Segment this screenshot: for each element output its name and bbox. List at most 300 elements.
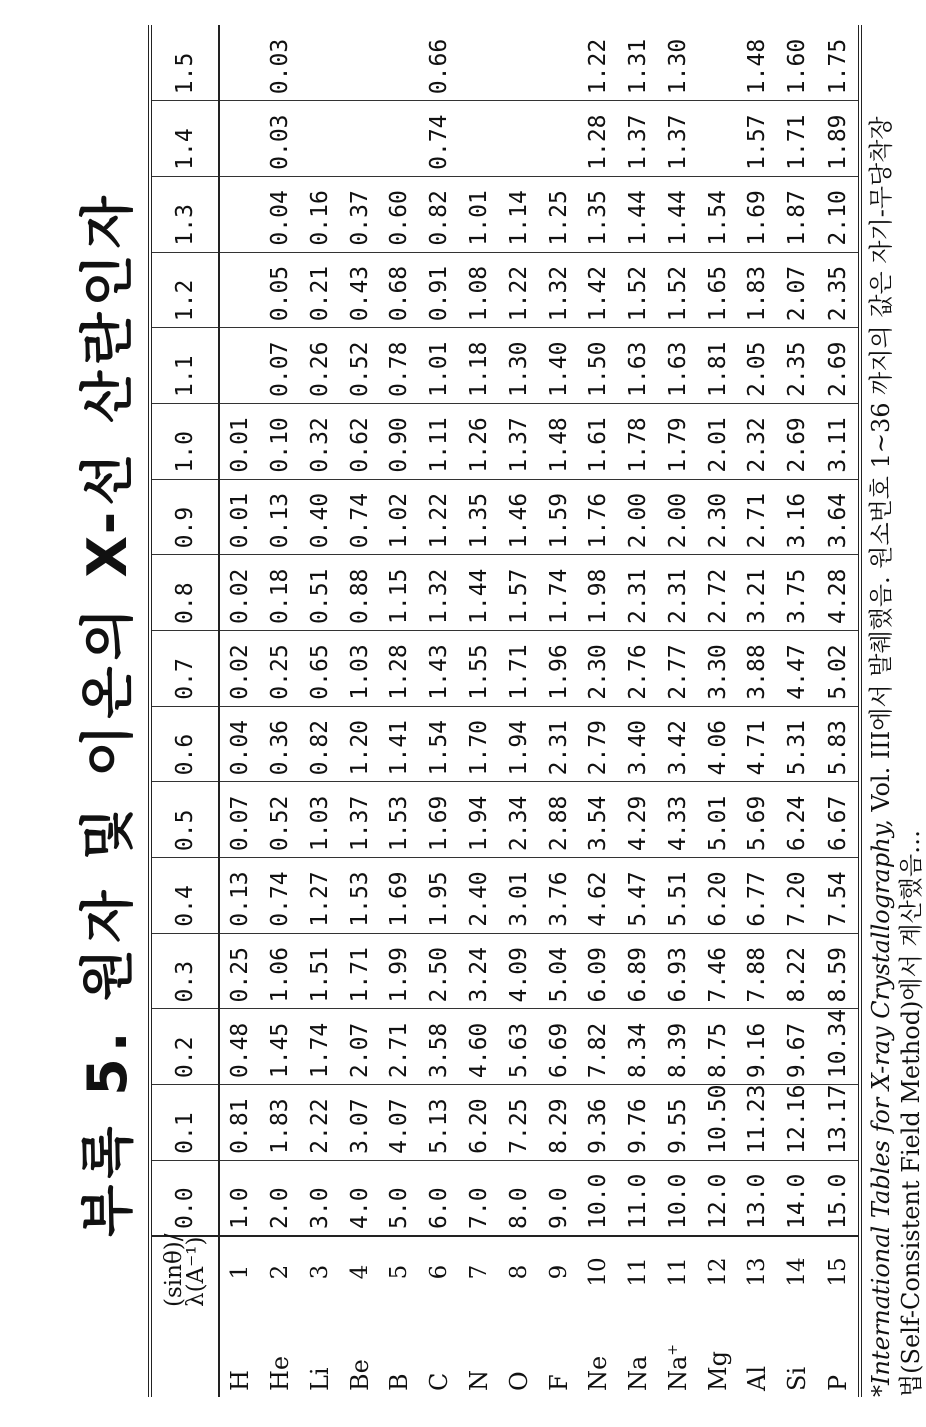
value-cell: 2.0	[260, 1160, 300, 1236]
value-cell: 1.18	[459, 328, 499, 404]
value-cell: 7.82	[578, 1009, 618, 1085]
value-cell	[380, 101, 420, 177]
column-header: 1.2	[150, 252, 219, 328]
value-cell: 0.60	[380, 176, 420, 252]
element-symbol-text: He	[266, 1355, 295, 1391]
value-cell: 3.30	[698, 631, 738, 707]
value-cell: 2.76	[618, 631, 658, 707]
value-cell: 0.51	[300, 555, 340, 631]
footnote-line2: 법(Self-Consistent Field Method)에서 계산했음…	[897, 829, 925, 1397]
value-cell: 0.91	[419, 252, 459, 328]
value-cell: 2.88	[539, 782, 579, 858]
value-cell	[219, 252, 260, 328]
value-cell: 0.02	[219, 555, 260, 631]
value-cell: 4.07	[380, 1085, 420, 1161]
value-cell: 1.98	[578, 555, 618, 631]
footnote-star: *	[867, 1385, 895, 1397]
value-cell: 5.02	[817, 631, 860, 707]
value-cell	[219, 176, 260, 252]
header-label	[150, 1233, 219, 1313]
atomic-number: 13	[744, 1257, 771, 1287]
value-cell: 12.0	[698, 1160, 738, 1236]
value-cell: 1.31	[618, 25, 658, 101]
value-cell: 1.54	[419, 706, 459, 782]
value-cell: 1.32	[419, 555, 459, 631]
column-header: 1.4	[150, 101, 219, 177]
value-cell: 2.71	[380, 1009, 420, 1085]
value-cell	[219, 328, 260, 404]
value-cell: 1.71	[340, 933, 380, 1009]
element-symbol-text: Be	[345, 1359, 374, 1391]
value-cell: 1.99	[380, 933, 420, 1009]
value-cell: 6.69	[539, 1009, 579, 1085]
value-cell: 1.55	[459, 631, 499, 707]
value-cell	[499, 101, 539, 177]
value-cell: 0.40	[300, 479, 340, 555]
value-cell: 0.88	[340, 555, 380, 631]
value-cell: 6.24	[777, 782, 817, 858]
value-cell: 3.58	[419, 1009, 459, 1085]
value-cell: 4.06	[698, 706, 738, 782]
value-cell: 1.54	[698, 176, 738, 252]
value-cell: 1.51	[300, 933, 340, 1009]
column-header: 0.9	[150, 479, 219, 555]
value-cell: 1.78	[618, 403, 658, 479]
value-cell: 0.13	[219, 858, 260, 934]
scattering-factor-table	[148, 25, 862, 1397]
value-cell: 1.28	[578, 101, 618, 177]
value-cell: 1.48	[539, 403, 579, 479]
value-cell: 3.21	[738, 555, 778, 631]
value-cell: 0.25	[260, 631, 300, 707]
value-cell: 1.28	[380, 631, 420, 707]
element-symbol	[219, 1313, 260, 1397]
value-cell: 1.44	[618, 176, 658, 252]
value-cell: 4.62	[578, 858, 618, 934]
value-cell: 1.32	[539, 252, 579, 328]
element-symbol-text: N	[465, 1370, 493, 1391]
value-cell: 0.36	[260, 706, 300, 782]
value-cell: 13.0	[738, 1160, 778, 1236]
value-cell: 1.01	[459, 176, 499, 252]
element-symbol-text: O	[504, 1371, 533, 1391]
value-cell: 5.04	[539, 933, 579, 1009]
column-header: 1.1	[150, 328, 219, 404]
value-cell: 0.52	[340, 328, 380, 404]
value-cell: 3.16	[777, 479, 817, 555]
value-cell	[380, 25, 420, 101]
value-cell	[219, 101, 260, 177]
value-cell: 2.30	[698, 479, 738, 555]
value-cell: 1.37	[499, 403, 539, 479]
value-cell: 1.0	[219, 1160, 260, 1236]
table-row	[698, 25, 738, 1397]
value-cell: 4.71	[738, 706, 778, 782]
value-cell: 3.64	[817, 479, 860, 555]
element-symbol-text: Na	[624, 1355, 653, 1391]
value-cell: 1.50	[578, 328, 618, 404]
value-cell: 1.30	[658, 25, 698, 101]
table-row	[578, 25, 618, 1397]
value-cell: 2.05	[738, 328, 778, 404]
column-header: 1.0	[150, 403, 219, 479]
value-cell	[539, 101, 579, 177]
table-row	[260, 25, 300, 1397]
atomic-number: 11	[625, 1257, 652, 1287]
value-cell: 1.46	[499, 479, 539, 555]
value-cell: 1.74	[300, 1009, 340, 1085]
value-cell: 4.09	[499, 933, 539, 1009]
value-cell: 13.17	[817, 1085, 860, 1161]
value-cell: 2.35	[777, 328, 817, 404]
value-cell: 6.93	[658, 933, 698, 1009]
value-cell: 8.75	[698, 1009, 738, 1085]
value-cell: 1.57	[738, 101, 778, 177]
value-cell: 10.34	[817, 1009, 860, 1085]
header-label-line2: λ(A⁻¹)	[183, 1236, 209, 1307]
value-cell: 12.16	[777, 1085, 817, 1161]
table-row	[539, 25, 579, 1397]
atomic-number: 2	[267, 1264, 294, 1280]
element-symbol	[459, 1313, 499, 1397]
value-cell: 1.57	[499, 555, 539, 631]
value-cell	[340, 25, 380, 101]
value-cell: 6.09	[578, 933, 618, 1009]
value-cell: 1.63	[658, 328, 698, 404]
value-cell: 2.77	[658, 631, 698, 707]
element-symbol-text: F	[544, 1374, 573, 1391]
value-cell: 1.83	[738, 252, 778, 328]
element-symbol	[658, 1313, 698, 1397]
atomic-number: 15	[824, 1257, 851, 1287]
value-cell: 1.69	[419, 782, 459, 858]
atomic-number: 5	[386, 1264, 413, 1280]
value-cell: 1.75	[817, 25, 860, 101]
page-title: 부록 5. 원자 및 이온의 X-선 산란인자	[76, 190, 139, 1237]
value-cell: 4.28	[817, 555, 860, 631]
table-row	[499, 25, 539, 1397]
element-symbol	[618, 1313, 658, 1397]
value-cell: 8.59	[817, 933, 860, 1009]
element-symbol	[340, 1313, 380, 1397]
atomic-number: 4	[346, 1264, 373, 1280]
value-cell: 4.47	[777, 631, 817, 707]
ion-charge: +	[664, 1343, 681, 1356]
value-cell: 0.65	[300, 631, 340, 707]
value-cell: 5.83	[817, 706, 860, 782]
atomic-number: 14	[784, 1257, 811, 1287]
value-cell: 1.71	[499, 631, 539, 707]
value-cell: 0.52	[260, 782, 300, 858]
value-cell: 3.0	[300, 1160, 340, 1236]
value-cell: 0.48	[219, 1009, 260, 1085]
value-cell: 1.41	[380, 706, 420, 782]
value-cell: 2.07	[777, 252, 817, 328]
value-cell: 1.65	[698, 252, 738, 328]
footnote-source: International Tables for X-ray Crystallography,	[867, 819, 895, 1385]
value-cell	[459, 25, 499, 101]
value-cell: 2.31	[618, 555, 658, 631]
value-cell: 3.75	[777, 555, 817, 631]
value-cell: 1.95	[419, 858, 459, 934]
value-cell: 0.03	[260, 101, 300, 177]
value-cell: 3.01	[499, 858, 539, 934]
column-header: 0.6	[150, 706, 219, 782]
value-cell: 7.46	[698, 933, 738, 1009]
value-cell: 8.39	[658, 1009, 698, 1085]
value-cell: 1.22	[419, 479, 459, 555]
table-row	[219, 25, 260, 1397]
atomic-number: 1	[227, 1264, 254, 1280]
value-cell: 2.69	[777, 403, 817, 479]
table-row	[658, 25, 698, 1397]
value-cell: 1.48	[738, 25, 778, 101]
value-cell: 1.52	[618, 252, 658, 328]
value-cell: 5.47	[618, 858, 658, 934]
atomic-number: 9	[545, 1264, 572, 1280]
value-cell: 2.72	[698, 555, 738, 631]
table-row	[459, 25, 499, 1397]
value-cell: 9.0	[539, 1160, 579, 1236]
footnote	[866, 25, 926, 1397]
value-cell: 6.0	[419, 1160, 459, 1236]
table-body	[219, 25, 860, 1397]
value-cell: 2.10	[817, 176, 860, 252]
value-cell: 8.29	[539, 1085, 579, 1161]
table-row	[817, 25, 860, 1397]
value-cell: 8.22	[777, 933, 817, 1009]
value-cell: 1.43	[419, 631, 459, 707]
value-cell: 3.76	[539, 858, 579, 934]
element-symbol	[260, 1313, 300, 1397]
value-cell: 6.20	[698, 858, 738, 934]
value-cell	[698, 25, 738, 101]
value-cell: 0.13	[260, 479, 300, 555]
value-cell	[459, 101, 499, 177]
value-cell: 6.20	[459, 1085, 499, 1161]
value-cell: 4.33	[658, 782, 698, 858]
value-cell: 1.14	[499, 176, 539, 252]
element-symbol	[777, 1313, 817, 1397]
value-cell: 2.35	[817, 252, 860, 328]
element-symbol-text: Si	[783, 1366, 812, 1391]
value-cell: 0.01	[219, 403, 260, 479]
value-cell: 5.13	[419, 1085, 459, 1161]
table-row	[777, 25, 817, 1397]
value-cell: 1.37	[658, 101, 698, 177]
table-row	[300, 25, 340, 1397]
table-header-row	[150, 25, 219, 1397]
value-cell: 1.35	[459, 479, 499, 555]
value-cell: 3.88	[738, 631, 778, 707]
value-cell: 3.24	[459, 933, 499, 1009]
column-header: 0.8	[150, 555, 219, 631]
element-symbol	[578, 1313, 618, 1397]
value-cell: 1.60	[777, 25, 817, 101]
column-header: 0.1	[150, 1085, 219, 1161]
element-symbol	[300, 1313, 340, 1397]
column-header: 0.5	[150, 782, 219, 858]
value-cell: 3.54	[578, 782, 618, 858]
value-cell: 0.32	[300, 403, 340, 479]
element-symbol-text: C	[425, 1372, 454, 1391]
element-symbol-text: Mg	[703, 1351, 732, 1391]
element-symbol	[419, 1313, 459, 1397]
value-cell: 2.22	[300, 1085, 340, 1161]
footnote-text: Vol. III에서 발췌했음. 원소번호 1~36 까지의 값은 자기-무당착장	[867, 116, 895, 820]
value-cell: 1.42	[578, 252, 618, 328]
value-cell: 0.05	[260, 252, 300, 328]
value-cell: 7.25	[499, 1085, 539, 1161]
value-cell: 1.63	[618, 328, 658, 404]
value-cell: 7.88	[738, 933, 778, 1009]
value-cell: 11.0	[618, 1160, 658, 1236]
table-row	[419, 25, 459, 1397]
value-cell: 2.50	[419, 933, 459, 1009]
element-symbol-text: B	[385, 1373, 414, 1391]
value-cell: 1.35	[578, 176, 618, 252]
element-symbol-text: P	[823, 1374, 852, 1391]
header-label-line1: (sinθ)/	[161, 1233, 187, 1307]
column-header: 1.5	[150, 25, 219, 101]
table-row	[380, 25, 420, 1397]
value-cell: 1.94	[499, 706, 539, 782]
value-cell: 0.07	[219, 782, 260, 858]
element-symbol	[738, 1313, 778, 1397]
value-cell: 1.69	[738, 176, 778, 252]
value-cell: 0.43	[340, 252, 380, 328]
value-cell	[340, 101, 380, 177]
value-cell	[539, 25, 579, 101]
value-cell: 1.71	[777, 101, 817, 177]
value-cell: 1.15	[380, 555, 420, 631]
value-cell: 1.87	[777, 176, 817, 252]
value-cell: 1.94	[459, 782, 499, 858]
column-header: 0.2	[150, 1009, 219, 1085]
value-cell	[300, 101, 340, 177]
value-cell	[300, 25, 340, 101]
value-cell: 3.11	[817, 403, 860, 479]
value-cell: 0.26	[300, 328, 340, 404]
value-cell: 10.0	[578, 1160, 618, 1236]
atomic-number: 7	[466, 1264, 492, 1280]
value-cell: 4.0	[340, 1160, 380, 1236]
value-cell: 0.18	[260, 555, 300, 631]
value-cell: 1.20	[340, 706, 380, 782]
value-cell: 1.03	[300, 782, 340, 858]
element-symbol	[380, 1313, 420, 1397]
value-cell: 1.02	[380, 479, 420, 555]
value-cell: 2.31	[658, 555, 698, 631]
value-cell: 0.10	[260, 403, 300, 479]
value-cell: 1.30	[499, 328, 539, 404]
value-cell: 0.82	[419, 176, 459, 252]
value-cell: 9.76	[618, 1085, 658, 1161]
value-cell: 2.00	[618, 479, 658, 555]
value-cell: 1.22	[499, 252, 539, 328]
value-cell: 4.60	[459, 1009, 499, 1085]
value-cell: 9.55	[658, 1085, 698, 1161]
value-cell: 3.42	[658, 706, 698, 782]
value-cell: 8.0	[499, 1160, 539, 1236]
table-row	[738, 25, 778, 1397]
element-symbol-text: Na	[663, 1355, 692, 1391]
column-header: 0.0	[150, 1160, 219, 1236]
value-cell: 4.29	[618, 782, 658, 858]
value-cell: 0.01	[219, 479, 260, 555]
value-cell: 2.34	[499, 782, 539, 858]
value-cell: 9.67	[777, 1009, 817, 1085]
value-cell: 1.53	[340, 858, 380, 934]
value-cell: 11.23	[738, 1085, 778, 1161]
value-cell: 2.30	[578, 631, 618, 707]
value-cell: 7.0	[459, 1160, 499, 1236]
value-cell: 7.20	[777, 858, 817, 934]
value-cell: 1.45	[260, 1009, 300, 1085]
value-cell: 3.07	[340, 1085, 380, 1161]
value-cell: 1.27	[300, 858, 340, 934]
value-cell: 2.40	[459, 858, 499, 934]
element-symbol	[539, 1313, 579, 1397]
value-cell: 2.69	[817, 328, 860, 404]
value-cell: 1.40	[539, 328, 579, 404]
value-cell: 1.25	[539, 176, 579, 252]
value-cell: 6.77	[738, 858, 778, 934]
value-cell: 1.11	[419, 403, 459, 479]
value-cell: 1.03	[340, 631, 380, 707]
value-cell: 2.00	[658, 479, 698, 555]
value-cell: 0.74	[260, 858, 300, 934]
value-cell: 1.22	[578, 25, 618, 101]
value-cell: 6.89	[618, 933, 658, 1009]
value-cell: 7.54	[817, 858, 860, 934]
value-cell: 1.70	[459, 706, 499, 782]
value-cell: 6.67	[817, 782, 860, 858]
element-symbol	[499, 1313, 539, 1397]
value-cell: 2.32	[738, 403, 778, 479]
value-cell: 0.78	[380, 328, 420, 404]
value-cell: 1.69	[380, 858, 420, 934]
value-cell: 0.62	[340, 403, 380, 479]
atomic-number: 3	[306, 1264, 333, 1280]
value-cell: 1.53	[380, 782, 420, 858]
element-symbol-text: Ne	[584, 1355, 613, 1391]
value-cell: 0.81	[219, 1085, 260, 1161]
value-cell: 1.44	[658, 176, 698, 252]
value-cell: 1.52	[658, 252, 698, 328]
value-cell: 10.0	[658, 1160, 698, 1236]
value-cell: 2.07	[340, 1009, 380, 1085]
value-cell: 1.83	[260, 1085, 300, 1161]
value-cell: 1.08	[459, 252, 499, 328]
value-cell: 1.59	[539, 479, 579, 555]
element-symbol	[698, 1313, 738, 1397]
value-cell: 1.76	[578, 479, 618, 555]
value-cell: 0.04	[219, 706, 260, 782]
value-cell: 0.04	[260, 176, 300, 252]
value-cell: 0.03	[260, 25, 300, 101]
header-element-cell	[150, 1313, 219, 1397]
value-cell: 1.06	[260, 933, 300, 1009]
element-symbol-text: Al	[743, 1365, 772, 1391]
value-cell: 0.02	[219, 631, 260, 707]
value-cell	[499, 25, 539, 101]
table-row	[618, 25, 658, 1397]
value-cell: 2.01	[698, 403, 738, 479]
value-cell: 10.50	[698, 1085, 738, 1161]
element-symbol-text: Li	[305, 1367, 334, 1391]
value-cell	[219, 25, 260, 101]
